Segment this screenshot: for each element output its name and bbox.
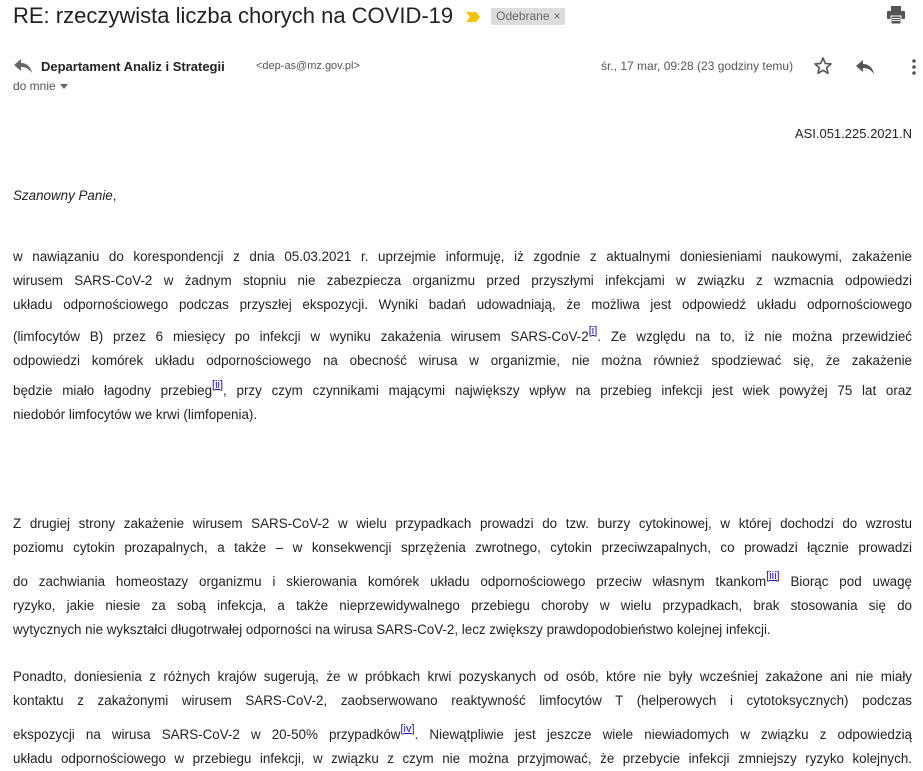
footnote-link[interactable]: [i] <box>588 324 598 337</box>
reply-icon[interactable] <box>854 58 876 76</box>
p2-line: wytycznych nie wykształci długotrwałej odporności na wirusa SARS-CoV-2, lecz zwiększy prawdopodobieństwo kolejnej infekcji. <box>13 622 771 637</box>
greeting-text: Szanowny Panie <box>13 188 113 203</box>
reference-number: ASI.051.225.2021.N <box>794 126 912 141</box>
p2-line: Z drugiej strony zakażenie wirusem SARS-CoV-2 w wielu przypadkach prowadzi do tzw. burzy cytokinowej, w której dochodzi do wzrostu <box>13 516 912 531</box>
p2-line: poziomu cytokin prozapalnych, a także – w konsekwencji sprzężenia zwrotnego, cytokin przeciwzapalnych, co prowadzi łącznie prowadzi <box>13 540 912 555</box>
p2-line: ryzyko, jakie niesie za sobą infekcja, a także nieprzewidywalnego przebiegu choroby w wielu przypadkach, brak stosowania się do <box>13 598 912 613</box>
label-text: Odebrane <box>496 8 550 23</box>
more-vert-icon[interactable] <box>909 57 919 77</box>
recipient-toggle[interactable] <box>13 79 68 93</box>
footnote-link[interactable]: [iii] <box>766 569 780 582</box>
subject-row <box>13 2 565 30</box>
p1-text: , przy czym czynnikami mającymi największy wpływ na przebieg infekcji jest wiek powyżej 75 lat oraz <box>223 383 912 398</box>
paragraph-1 <box>13 245 912 427</box>
p1-text: będzie miało łagodny przebieg <box>13 383 213 398</box>
importance-marker-icon[interactable] <box>465 10 481 22</box>
sender-email: <dep-as@mz.gov.pl> <box>256 60 360 72</box>
chevron-down-icon <box>60 84 68 89</box>
p3-line: układu odpornościowego w przebiegu infekcji, w związku z czym nie można przyjmować, że przebycie infekcji zmniejszy ryzyko kolejnych. <box>13 751 912 766</box>
sender-name[interactable]: Departament Analiz i Strategii <box>41 59 225 74</box>
email-subject: RE: rzeczywista liczba chorych na COVID-19 <box>13 3 454 28</box>
p3-line: kontaktu z zakażonymi wirusem SARS-CoV-2, zaobserwowano reaktywność limfocytów T (helperowych i cytotoksycznych) podczas <box>13 693 912 708</box>
greeting <box>13 184 116 208</box>
footnote-link[interactable]: [ii] <box>212 378 224 391</box>
paragraph-2 <box>13 512 912 642</box>
p2-text: do zachwiania homeostazy organizmu i skierowania komórek układu odpornościowego przeciw własnym tkankom <box>13 574 767 589</box>
recipient-text: do mnie <box>13 79 56 93</box>
footnote-link[interactable]: [iv] <box>400 722 415 735</box>
email-date: śr., 17 mar, 09:28 (23 godziny temu) <box>601 59 794 73</box>
p3-text: ekspozycji na wirusa SARS-CoV-2 w 20-50% przypadków <box>13 727 401 742</box>
replied-arrow-icon <box>13 58 33 74</box>
p2-text: Biorąc pod uwagę <box>779 574 912 589</box>
p1-line: wirusem SARS-CoV-2 w żadnym stopniu nie zabezpiecza organizmu przed przyszłymi infekcjami w związku z wzmacnia odpowiedzi <box>13 273 912 288</box>
p3-line: Ponadto, doniesienia z różnych krajów sugerują, że w próbkach krwi pozyskanych od osób, które nie były wcześniej zakażone ani nie miały <box>13 669 912 684</box>
p1-text: . Ze względu na to, iż nie można przewidzieć <box>597 329 912 344</box>
p3-text: . Niewątpliwie jest jeszcze wiele niewiadomych w związku z odpowiedzią <box>414 727 912 742</box>
paragraph-3 <box>13 665 912 771</box>
remove-label-button[interactable]: × <box>553 8 561 23</box>
p1-text: (limfocytów B) przez 6 miesięcy po infekcji w wyniku zakażenia wirusem SARS-CoV-2 <box>13 329 589 344</box>
p1-line: odpowiedzi komórek układu odpornościowego na obecność wirusa w organizmie, nie można również spodziewać się, że zakażenie <box>13 353 912 368</box>
star-icon[interactable] <box>813 56 833 76</box>
sender-row <box>13 55 923 77</box>
p1-line: układu odpornościowego podczas przyszłej ekspozycji. Wyniki badań udowadniają, że możliwa jest odpowiedź układu odpornościowego <box>13 297 912 312</box>
print-icon[interactable] <box>886 6 906 24</box>
greeting-punct: , <box>112 188 117 203</box>
p1-line: w nawiązaniu do korespondencji z dnia 05.03.2021 r. uprzejmie informuję, iż zgodnie z aktualnymi doniesieniami naukowymi, zakażenie <box>13 249 912 264</box>
p1-line: niedobór limfocytów we krwi (limfopenia). <box>13 407 258 422</box>
inbox-label-chip <box>491 8 564 25</box>
